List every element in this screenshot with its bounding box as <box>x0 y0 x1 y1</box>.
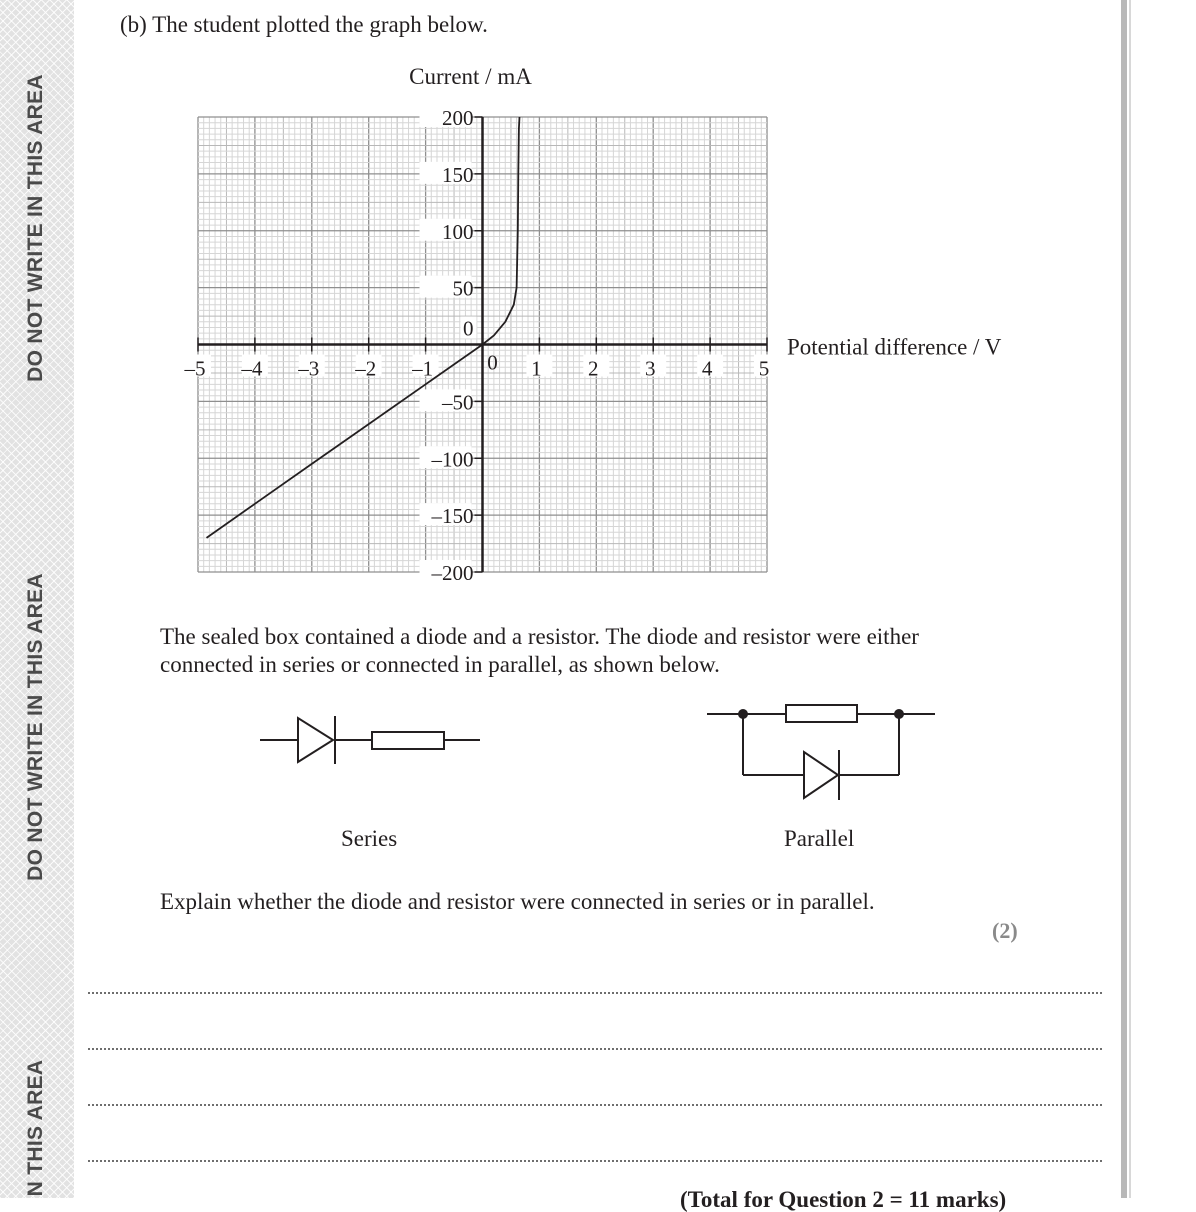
question-text: Explain whether the diode and resistor were connected in series or in parallel. <box>160 889 875 914</box>
parallel-resistor-symbol <box>786 705 857 722</box>
series-label: Series <box>341 826 398 851</box>
x-tick-label: –5 <box>184 356 206 381</box>
y-tick-label: 0 <box>463 316 474 341</box>
y-tick-label: –50 <box>442 390 474 415</box>
y-tick-label: –150 <box>431 504 474 529</box>
paragraph-line-2: connected in series or connected in parallel, as shown below. <box>160 652 720 677</box>
marks-allocation: (2) <box>992 918 1018 943</box>
series-resistor-symbol <box>372 732 444 749</box>
margin-label-top: DO NOT WRITE IN THIS AREA <box>24 74 47 382</box>
part-heading: (b) The student plotted the graph below. <box>120 12 488 37</box>
y-tick-label: –100 <box>431 447 474 472</box>
y-tick-label: 150 <box>442 162 474 187</box>
iv-graph <box>0 0 1196 600</box>
y-tick-label: 50 <box>452 276 474 301</box>
y-tick-label: 100 <box>442 219 474 244</box>
x-axis-title: Potential difference / V <box>787 334 1002 360</box>
series-circuit <box>250 700 490 780</box>
x-tick-label: 0 <box>487 350 498 375</box>
y-tick-label: –200 <box>431 561 474 585</box>
margin-label-middle: DO NOT WRITE IN THIS AREA <box>24 573 47 881</box>
x-tick-label: 3 <box>644 356 656 381</box>
y-axis-title: Current / mA <box>409 64 532 89</box>
y-tick-label: 200 <box>442 106 474 130</box>
answer-line-1[interactable] <box>88 992 1102 994</box>
x-tick-label: –1 <box>412 356 434 381</box>
answer-line-4[interactable] <box>88 1160 1102 1162</box>
x-tick-label: 5 <box>758 356 770 381</box>
margin-label-bottom: N THIS AREA <box>24 1059 47 1197</box>
paragraph-line-1: The sealed box contained a diode and a resistor. The diode and resistor were either <box>160 624 919 649</box>
x-tick-label: 4 <box>701 356 713 381</box>
x-tick-label: 1 <box>531 356 542 381</box>
parallel-label: Parallel <box>784 826 855 851</box>
x-tick-label: 2 <box>588 356 599 381</box>
question-total: (Total for Question 2 = 11 marks) <box>680 1187 1007 1212</box>
parallel-circuit <box>700 690 950 810</box>
x-tick-label: –2 <box>355 356 377 381</box>
parallel-diode-symbol <box>804 752 838 798</box>
series-diode-symbol <box>298 718 333 762</box>
answer-line-2[interactable] <box>88 1048 1102 1050</box>
x-tick-label: –3 <box>298 356 320 381</box>
answer-line-3[interactable] <box>88 1104 1102 1106</box>
x-tick-label: –4 <box>241 356 263 381</box>
